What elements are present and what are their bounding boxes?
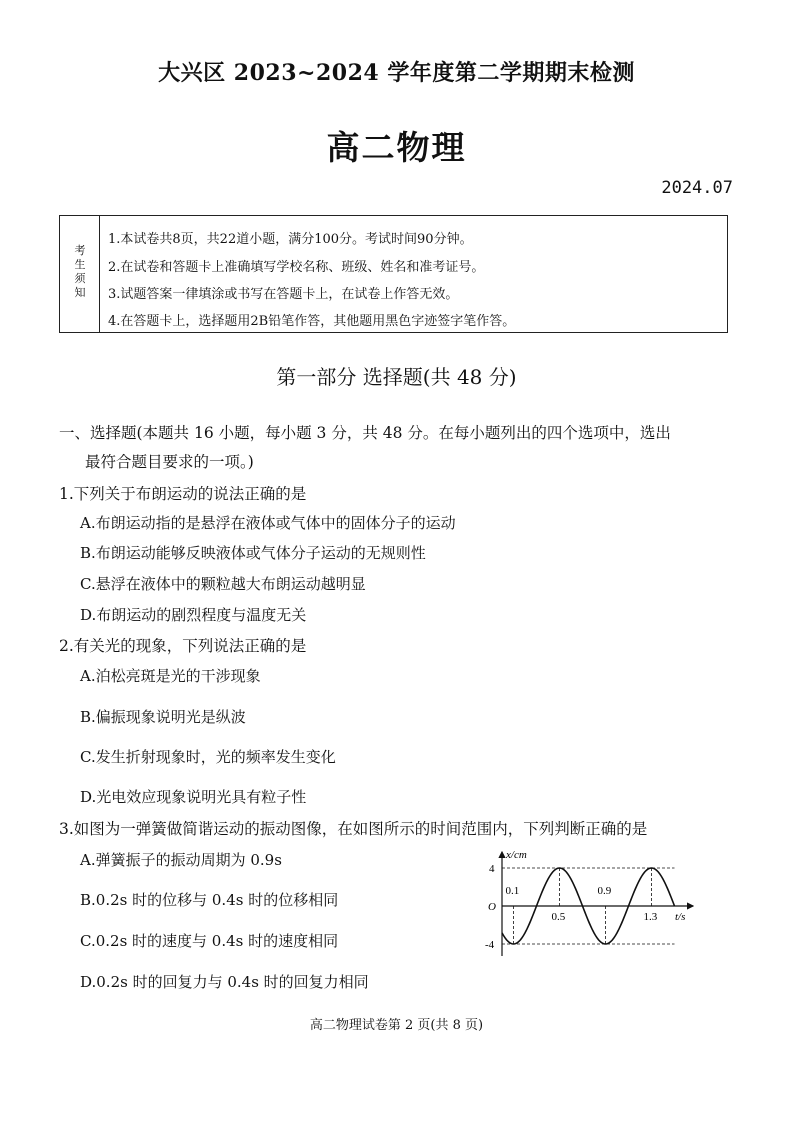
exam-date: 2024.07 bbox=[661, 178, 733, 198]
question-1-option-d: D.布朗运动的剧烈程度与温度无关 bbox=[80, 606, 307, 624]
notice-item-2: 2.在试卷和答题卡上准确填写学校名称、班级、姓名和准考证号。 bbox=[108, 260, 485, 275]
notice-item-4: 4.在答题卡上，选择题用2B铅笔作答，其他题用黑色字迹签字笔作答。 bbox=[108, 314, 516, 329]
y-axis-label: x/cm bbox=[506, 849, 527, 861]
question-2-option-d: D.光电效应现象说明光具有粒子性 bbox=[80, 788, 307, 806]
notice-label-cell bbox=[60, 216, 100, 332]
x-tick-label-0-9: 0.9 bbox=[597, 885, 612, 897]
notice-item-1: 1.本试卷共8页，共22道小题，满分100分。考试时间90分钟。 bbox=[108, 232, 473, 247]
question-3-option-b: B.0.2s 时的位移与 0.4s 时的位移相同 bbox=[80, 891, 339, 909]
exam-title: 大兴区 2023~2024 学年度第二学期期末检测 bbox=[158, 60, 635, 86]
question-3-option-d: D.0.2s 时的回复力与 0.4s 时的回复力相同 bbox=[80, 973, 369, 991]
x-tick-label-0-5: 0.5 bbox=[551, 911, 566, 923]
page-footer: 高二物理试卷第 2 页(共 8 页) bbox=[309, 1018, 484, 1033]
section-heading-line2: 最符合题目要求的一项。) bbox=[85, 453, 254, 471]
question-1-option-b: B.布朗运动能够反映液体或气体分子运动的无规则性 bbox=[80, 544, 426, 562]
notice-item-3: 3.试题答案一律填涂或书写在答题卡上，在试卷上作答无效。 bbox=[108, 287, 459, 302]
origin-label: O bbox=[488, 901, 496, 913]
part-title: 第一部分 选择题(共 48 分) bbox=[276, 365, 517, 389]
question-1-option-a: A.布朗运动指的是悬浮在液体或气体中的固体分子的运动 bbox=[80, 514, 456, 532]
section-heading-line1: 一、选择题(本题共 16 小题，每小题 3 分，共 48 分。在每小题列出的四个选项中，选出 bbox=[59, 424, 671, 442]
y-tick-label-top: 4 bbox=[489, 863, 495, 875]
question-2-stem: 2.有关光的现象，下列说法正确的是 bbox=[59, 637, 307, 655]
notice-label: 考生须知 bbox=[74, 244, 86, 299]
y-tick-label-bottom: -4 bbox=[485, 939, 495, 951]
x-tick-label-0-1: 0.1 bbox=[505, 885, 520, 897]
question-2-option-a: A.泊松亮斑是光的干涉现象 bbox=[80, 667, 261, 685]
vibration-graph bbox=[478, 846, 703, 961]
notice-box bbox=[59, 215, 728, 333]
question-2-option-b: B.偏振现象说明光是纵波 bbox=[80, 708, 246, 726]
question-1-option-c: C.悬浮在液体中的颗粒越大布朗运动越明显 bbox=[80, 575, 366, 593]
question-3-stem: 3.如图为一弹簧做简谐运动的振动图像，在如图所示的时间范围内，下列判断正确的是 bbox=[59, 820, 648, 838]
question-2-option-c: C.发生折射现象时，光的频率发生变化 bbox=[80, 748, 336, 766]
x-axis-label: t/s bbox=[675, 911, 686, 923]
question-3-option-a: A.弹簧振子的振动周期为 0.9s bbox=[80, 851, 282, 869]
question-3-option-c: C.0.2s 时的速度与 0.4s 时的速度相同 bbox=[80, 932, 339, 950]
x-tick-label-1-3: 1.3 bbox=[643, 911, 658, 923]
subject-title: 高二物理 bbox=[326, 128, 467, 167]
question-1-stem: 1.下列关于布朗运动的说法正确的是 bbox=[59, 485, 307, 503]
